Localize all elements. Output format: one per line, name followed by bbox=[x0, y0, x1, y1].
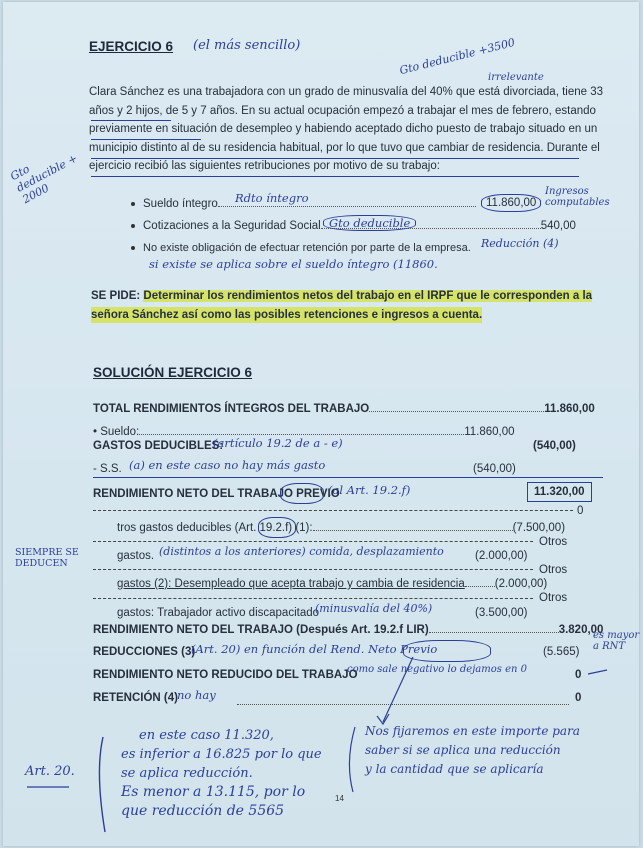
handwritten-line: saber si se aplica una reducción bbox=[365, 743, 561, 757]
row-label: RENDIMIENTO NETO DEL TRABAJO (Después Art. 19.2.f LIR) bbox=[93, 624, 429, 636]
row-label: GASTOS DEDUCIBLES: bbox=[93, 440, 224, 452]
paragraph-line: municipio distinto al de su residencia habitual, por lo que tuvo que cambiar de residencia. Durante el bbox=[89, 141, 600, 154]
handwritten-gto-deducible-ss: Gto deducible bbox=[323, 215, 416, 231]
row-zero: 0 bbox=[577, 505, 584, 517]
item-label: Cotizaciones a la Seguridad Social bbox=[143, 220, 321, 232]
handwritten-title-note: (el más sencillo) bbox=[193, 38, 301, 53]
row-value: (7.500,00) bbox=[512, 522, 566, 534]
handwritten-line: que reducción de 5565 bbox=[121, 803, 285, 819]
row-value: 3.820,00 bbox=[558, 624, 604, 636]
paragraph-line: Clara Sánchez es una trabajadora con un grado de minusvalía del 40% que está divorciada, tiene 33 bbox=[89, 86, 604, 98]
handwritten-siempre-se-deducen: SIEMPRE SE DEDUCEN bbox=[15, 547, 79, 569]
row-label: RETENCIÓN (4) bbox=[93, 692, 178, 704]
row-ss-value: (540,00) bbox=[473, 463, 516, 475]
row-rendimiento-reducido: RENDIMIENTO NETO REDUCIDO DEL TRABAJO bbox=[93, 669, 358, 681]
handwritten-reduccion-1: Reducción (4) bbox=[481, 237, 559, 250]
handwritten-gto-deducible-left: Gto deducible + 2000 bbox=[8, 151, 80, 207]
row-gastos-deducibles-value: (540,00) bbox=[533, 440, 576, 452]
paragraph-line: previamente en situación de desempleo y habiendo aceptado dicho puesto de trabajo situado en un bbox=[89, 123, 598, 135]
item-value-sueldo: 11.860,00 bbox=[481, 194, 541, 212]
handwritten-reducido-note: como sale negativo lo dejamos en 0 bbox=[347, 664, 527, 675]
row-rendimiento-previo-value: 11.320,00 bbox=[527, 482, 592, 502]
row-label: gastos: Trabajador activo discapacitado bbox=[117, 607, 320, 619]
handwritten-bottom-right bbox=[365, 722, 580, 779]
paragraph-line: ejercicio recibió las siguientes retribuciones por motivo de su trabajo: bbox=[89, 160, 440, 172]
item-value: 540,00 bbox=[540, 220, 576, 232]
row-value: 11.860,00 bbox=[464, 426, 515, 438]
row-otros-label: Otros bbox=[539, 536, 568, 548]
handwritten-gto-deducible-top: Gto deducible +3500 bbox=[398, 35, 517, 78]
handwritten-rdto-integro: Rdto íntegro bbox=[235, 191, 309, 205]
handwritten-line: en este caso 11.320, bbox=[139, 728, 274, 743]
page-number: 14 bbox=[335, 794, 344, 803]
handwritten-bottom-left bbox=[121, 726, 322, 821]
item-label: No existe obligación de efectuar retención por parte de la empresa. bbox=[143, 242, 471, 254]
row-retencion-value: 0 bbox=[575, 692, 582, 704]
se-pide-text-2: señora Sánchez así como las posibles retenciones e ingresos a cuenta. bbox=[91, 309, 483, 321]
handwritten-line: Nos fijaremos en este importe para bbox=[365, 724, 580, 738]
row-reducciones: REDUCCIONES (3) bbox=[93, 646, 196, 658]
row-reducciones-value: (5.565) bbox=[543, 646, 580, 658]
row-label: TOTAL RENDIMIENTOS ÍNTEGROS DEL TRABAJO bbox=[93, 403, 370, 415]
item-label: Sueldo íntegro bbox=[143, 198, 218, 210]
row-gastos-1-value: (2.000,00) bbox=[475, 550, 528, 562]
row-label: • Sueldo: bbox=[93, 426, 140, 438]
row-rendimiento-reducido-value: 0 bbox=[575, 669, 582, 681]
row-value: (2.000,00) bbox=[494, 578, 548, 590]
row-gastos-3-value: (3.500,00) bbox=[475, 607, 528, 619]
solution-title: SOLUCIÓN EJERCICIO 6 bbox=[93, 365, 253, 380]
handwritten-line: se aplica reducción. bbox=[121, 766, 253, 781]
se-pide-label: SE PIDE: bbox=[91, 290, 141, 302]
row-ss: - S.S. bbox=[93, 463, 122, 475]
row-value: 11.860,00 bbox=[544, 403, 595, 415]
row-rendimiento-previo: RENDIMIENTO NETO DEL TRABAJO PREVIO bbox=[93, 488, 340, 500]
row-otros-label: Otros bbox=[539, 564, 568, 576]
handwritten-ingresos-computables: Ingresos computables bbox=[545, 186, 610, 208]
handwritten-gastos-art: (artículo 19.2 de a - e) bbox=[213, 436, 343, 450]
handwritten-reducciones-note: (Art. 20) en función del Rend. Neto Previo bbox=[191, 642, 438, 656]
row-label: gastos (2): Desempleado que acepta trabajo y cambia de residencia bbox=[117, 578, 465, 590]
document-sheet bbox=[3, 2, 639, 846]
handwritten-previo-art: (al Art. 19.2.f) bbox=[328, 483, 411, 497]
handwritten-reduccion-2: si existe se aplica sobre el sueldo íntegro (11860. bbox=[149, 257, 438, 271]
exercise-title: EJERCICIO 6 bbox=[89, 39, 174, 54]
se-pide-text: Determinar los rendimientos netos del trabajo en el IRPF que le corresponden a la bbox=[143, 290, 593, 302]
handwritten-line: Es menor a 13.115, por lo bbox=[121, 784, 306, 800]
handwritten-line: y la cantidad que se aplicaría bbox=[365, 762, 544, 776]
row-label: tros gastos deducibles (Art. 19.2.f) (1): bbox=[117, 522, 313, 534]
row-gastos-1: gastos. bbox=[117, 550, 155, 562]
handwritten-retencion-note: no hay bbox=[177, 688, 216, 702]
handwritten-minusvalia: (minusvalía del 40%) bbox=[315, 602, 433, 615]
handwritten-irrelevante: irrelevante bbox=[488, 72, 544, 83]
row-otros-label: Otros bbox=[539, 592, 568, 604]
handwritten-gastos-desc: (distintos a los anteriores) comida, desplazamiento bbox=[159, 545, 444, 558]
handwritten-ss-note: (a) en este caso no hay más gasto bbox=[129, 458, 326, 472]
paragraph-line: años y 2 hijos, de 5 y 7 años. En su actual ocupación empezó a trabajar el mes de febrero, estando bbox=[89, 104, 596, 117]
handwritten-line: es inferior a 16.825 por lo que bbox=[121, 747, 322, 762]
handwritten-es-mayor: es mayor a RNT bbox=[593, 630, 640, 652]
pen-marks bbox=[3, 2, 639, 846]
handwritten-art20: Art. 20. bbox=[25, 764, 75, 779]
